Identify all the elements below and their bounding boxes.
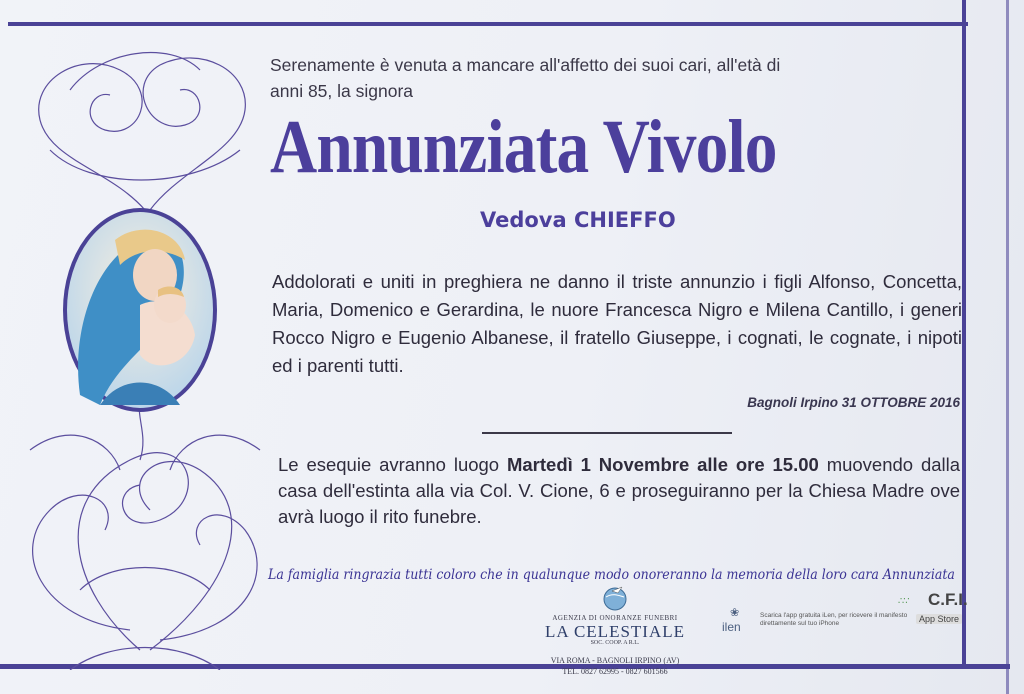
intro-text	[270, 52, 950, 104]
madonna-child-medallion	[60, 205, 220, 415]
ilen-promo-text: Scarica l'app gratuita iLen, per ricevere il manifesto direttamente sul tuo iPhone	[760, 612, 908, 627]
funeral-date-time: Martedì 1 Novembre alle ore 15.00	[506, 454, 819, 475]
widow-of-label: Vedova CHIEFFO	[480, 208, 676, 232]
agency-coop: SOC. COOP. A R.L.	[590, 640, 640, 646]
cfi-dots-icon: ∴∵	[898, 596, 909, 607]
frame-top-border	[8, 22, 968, 26]
intro-line-1: Serenamente è venuta a mancare all'affetto dei suoi cari, all'età di	[270, 55, 781, 75]
intro-line-2: anni 85, la signora	[270, 81, 414, 101]
funeral-details	[278, 452, 960, 530]
funeral-prefix: Le esequie avranno luogo	[278, 454, 500, 475]
place-date: Bagnoli Irpino 31 OTTOBRE 2016	[747, 395, 960, 410]
agency-phone: TEL. 0827 62995 - 0827 601566	[562, 667, 668, 676]
agency-address: VIA ROMA - BAGNOLI IRPINO (AV)	[550, 656, 680, 665]
divider-line	[482, 432, 732, 434]
app-store-badge: App Store	[916, 614, 962, 624]
funeral-agency-logo	[530, 583, 700, 676]
frame-right-border	[962, 0, 966, 668]
funeral-rest: muovendo dalla casa dell'estinta alla via Col. V. Cione, 6 e proseguiranno per la Chiesa Madre ove avrà luogo il rito funebre.	[278, 454, 961, 527]
announcement-text: Addolorati e uniti in preghiera ne danno il triste annunzio i figli Alfonso, Concetta, Maria, Domenico e Gerardina, le nuore Francesca Nigro e Milena Cantillo, i generi Rocco Nigro e Eugenio Albanese, il fratello Giuseppe, i cognati, le cognate, i nipoti ed i parenti tutti.	[272, 271, 962, 376]
ilen-logo-word: ilen	[722, 620, 741, 634]
cfi-label: C.F.I.	[928, 590, 968, 609]
deceased-name: Annunziata Vivolo	[270, 105, 777, 189]
cfi-logo	[898, 590, 980, 630]
ilen-flower-icon: ❀	[730, 606, 740, 619]
ilen-app-promo	[722, 606, 922, 636]
family-thanks: La famiglia ringrazia tutti coloro che in qualunque modo onoreranno la memoria della loro cara Annunziata	[268, 567, 955, 583]
agency-tagline: AGENZIA DI ONORANZE FUNEBRI	[552, 614, 678, 622]
agency-name: LA CELESTIALE	[544, 622, 685, 641]
globe-dove-icon	[598, 583, 632, 611]
frame-right-border-outer	[1006, 0, 1009, 694]
